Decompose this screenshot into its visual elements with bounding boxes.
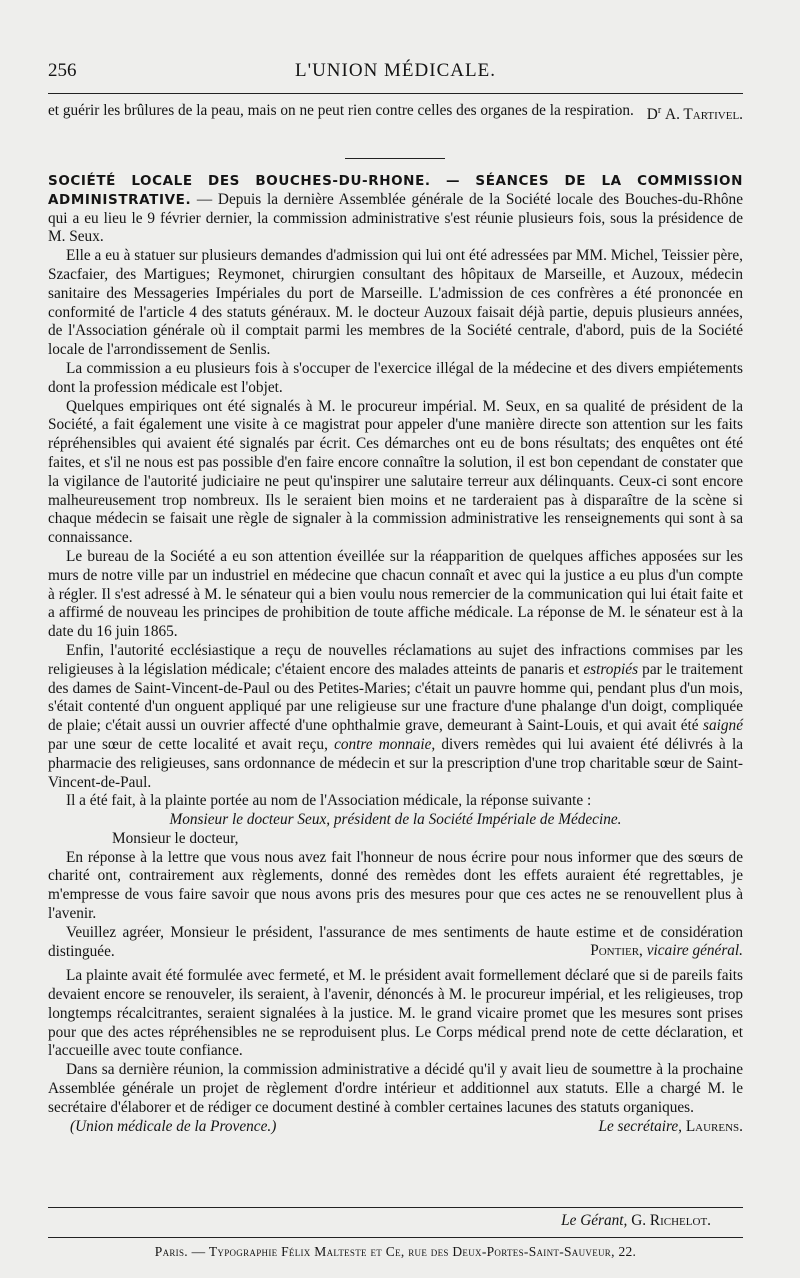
paragraph: Quelques empiriques ont été signalés à M. le procureur impérial. M. Seux, en sa qualité de président de la Société, a fait également une visite à ce magistrat pour appeler d'une manière directe son attention sur les faits répréhensibles qui avaient été signalés par écrit. Ces démarches ont eu de bons résultats; des enquêtes ont été faites, et s'il ne nous est pas possible d'en faire encore connaître la solution, il est bon cependant de constater que la vigilance de l'autorité judiciaire ne peut qu'inspirer une salutaire terreur aux délinquants. Ceux-ci sont encore malheureusement trop nombreux. Ils le seraient bien moins et ne tarderaient pas à disparaître de la scène si chaque médecin se faisait une règle de signaler à la commission administrative les renseignements qui sont à sa connaissance. [48, 397, 743, 547]
article-opening: SOCIÉTÉ LOCALE DES BOUCHES-DU-RHONE. — SÉANCES DE LA COMMISSION ADMINISTRATIVE. — Depuis la dernière Assemblée générale de la Société locale des Bouches-du-Rhône qui a eu lieu le 9 février dernier, la commission administrative s'est réunie plusieurs fois, sous la présidence de M. Seux. [48, 173, 743, 246]
article-heading: SOCIÉTÉ LOCALE DES BOUCHES-DU-RHONE. — SÉANCES DE LA COMMISSION ADMINISTRATIVE. [48, 173, 743, 208]
source-note: (Union médicale de la Provence.) [70, 1117, 277, 1135]
secretary-signature: Le secrétaire, Laurens. [598, 1117, 743, 1135]
gerant-signature: Le Gérant, G. Richelot. [561, 1212, 711, 1229]
letter-salutation: Monsieur le docteur, [112, 829, 239, 847]
letter-signature: Pontier, vicaire général. [590, 942, 743, 960]
page-number: 256 [48, 60, 77, 81]
running-title: L'UNION MÉDICALE. [295, 60, 496, 81]
paragraph: Dans sa dernière réunion, la commission administrative a décidé qu'il y avait lieu de soumettre à la prochaine Assemblée générale un projet de règlement d'ordre intérieur et additionnel aux statuts. Elle a chargé M. le secrétaire d'élaborer et de rédiger ce document destiné à combler certaines lacunes des statuts organiques. [48, 1061, 743, 1116]
paragraph: La commission a eu plusieurs fois à s'occuper de l'exercice illégal de la médecine et des divers empiétements dont la profession médicale est l'objet. [48, 359, 743, 396]
paragraph: Enfin, l'autorité ecclésiastique a reçu de nouvelles réclamations au sujet des infractions commises par les religieuses à la législation médicale; c'étaient encore des malades atteints de panaris et estropiés par le traitement des dames de Saint-Vincent-de-Paul ou des Petites-Maries; c'était un pauvre homme qui, pendant plus d'un mois, s'était contenté d'un onguent appliqué par une religieuse sur une fracture d'une phalange d'un doigt, compliquée de plaie; c'était aussi un ouvrier affecté d'une ophthalmie grave, demeurant à Saint-Louis, et qui avait été saigné par une sœur de cette localité et avait reçu, contre monnaie, divers remèdes qui lui avaient été délivrés à la pharmacie des religieuses, sans ordonnance de médecin et sur la prescription d'une trop charitable sœur de Saint-Vincent-de-Paul. [48, 641, 743, 791]
letter-closing: Veuillez agréer, Monsieur le président, l'assurance de mes sentiments de haute estime et de considération distinguée. [48, 923, 743, 960]
article-signature [48, 1118, 743, 1137]
paragraph: Le bureau de la Société a eu son attention éveillée sur la réapparition de quelques affiches apposées sur les murs de notre ville par un industriel en médecine que chacun connaît et avec qui la justice a eu plus d'un compte à régler. Il s'est adressé à M. le sénateur qui a bien voulu nous remercier de la communication qui lui était faite et a affirmé de nouveau les principes de prohibition de toute affiche médicale. La réponse de M. le sénateur est à la date du 16 juin 1865. [48, 547, 743, 641]
footer-rule-top [48, 1207, 743, 1208]
previous-article-ending [48, 102, 743, 125]
previous-article-text: et guérir les brûlures de la peau, mais on ne peut rien contre celles des organes de la respiration. [48, 102, 634, 119]
header-rule [48, 93, 743, 94]
paragraph: La plainte avait été formulée avec fermeté, et M. le président avait formellement déclaré que si de pareils faits devaient encore se renouveler, ils seraient, à l'avenir, dénoncés à M. le procureur impérial, et les religieuses, trop longtemps récalcitrantes, seraient signalées à la justice. M. le grand vicaire promet que les mesures sont prises pour que des actes répréhensibles ne se reproduisent plus. Le Corps médical prend note de cette déclaration, et l'accueille avec toute confiance. [48, 967, 743, 1060]
printer-imprint: Paris. — Typographie Félix Malteste et Ce, rue des Deux-Portes-Saint-Sauveur, 22. [154, 1244, 637, 1259]
footer-rule-bottom [48, 1237, 743, 1238]
letter-body: En réponse à la lettre que vous nous avez fait l'honneur de nous écrire pour nous informer que des sœurs de charité ont, contrairement aux règlements, donné des remèdes dont les effets auraient été regrettables, je m'empresse de vous faire savoir que nous avons pris des mesures pour que ces actes ne se renouvellent plus à l'avenir. [48, 848, 743, 923]
article-body [48, 172, 743, 1136]
previous-article-signature: $D^r$ A. Tartivel. [646, 104, 743, 123]
paragraph: Il a été fait, à la plainte portée au nom de l'Association médicale, la réponse suivante : [66, 792, 592, 810]
paragraph: Elle a eu à statuer sur plusieurs demandes d'admission qui lui ont été adressées par MM. Michel, Teissier père, Szacfaier, des Martigues; Reymonet, chirurgien consultant des hôpitaux de Marseille, et Auzoux, médecin sanitaire des Messageries Impériales du port de Marseille. L'admission de ces confrères a été prononcée en conformité de l'article 4 des statuts généraux. M. le docteur Auzoux faisait déjà partie, depuis plusieurs années, de l'Association générale où il comptait parmi les membres de la Société centrale, d'abord, puis de la Société locale de l'arrondissement de Senlis. [48, 247, 743, 359]
letter-address: Monsieur le docteur Seux, président de la Société Impériale de Médecine. [169, 811, 622, 829]
page-header [48, 60, 743, 90]
separator-rule [345, 158, 445, 159]
